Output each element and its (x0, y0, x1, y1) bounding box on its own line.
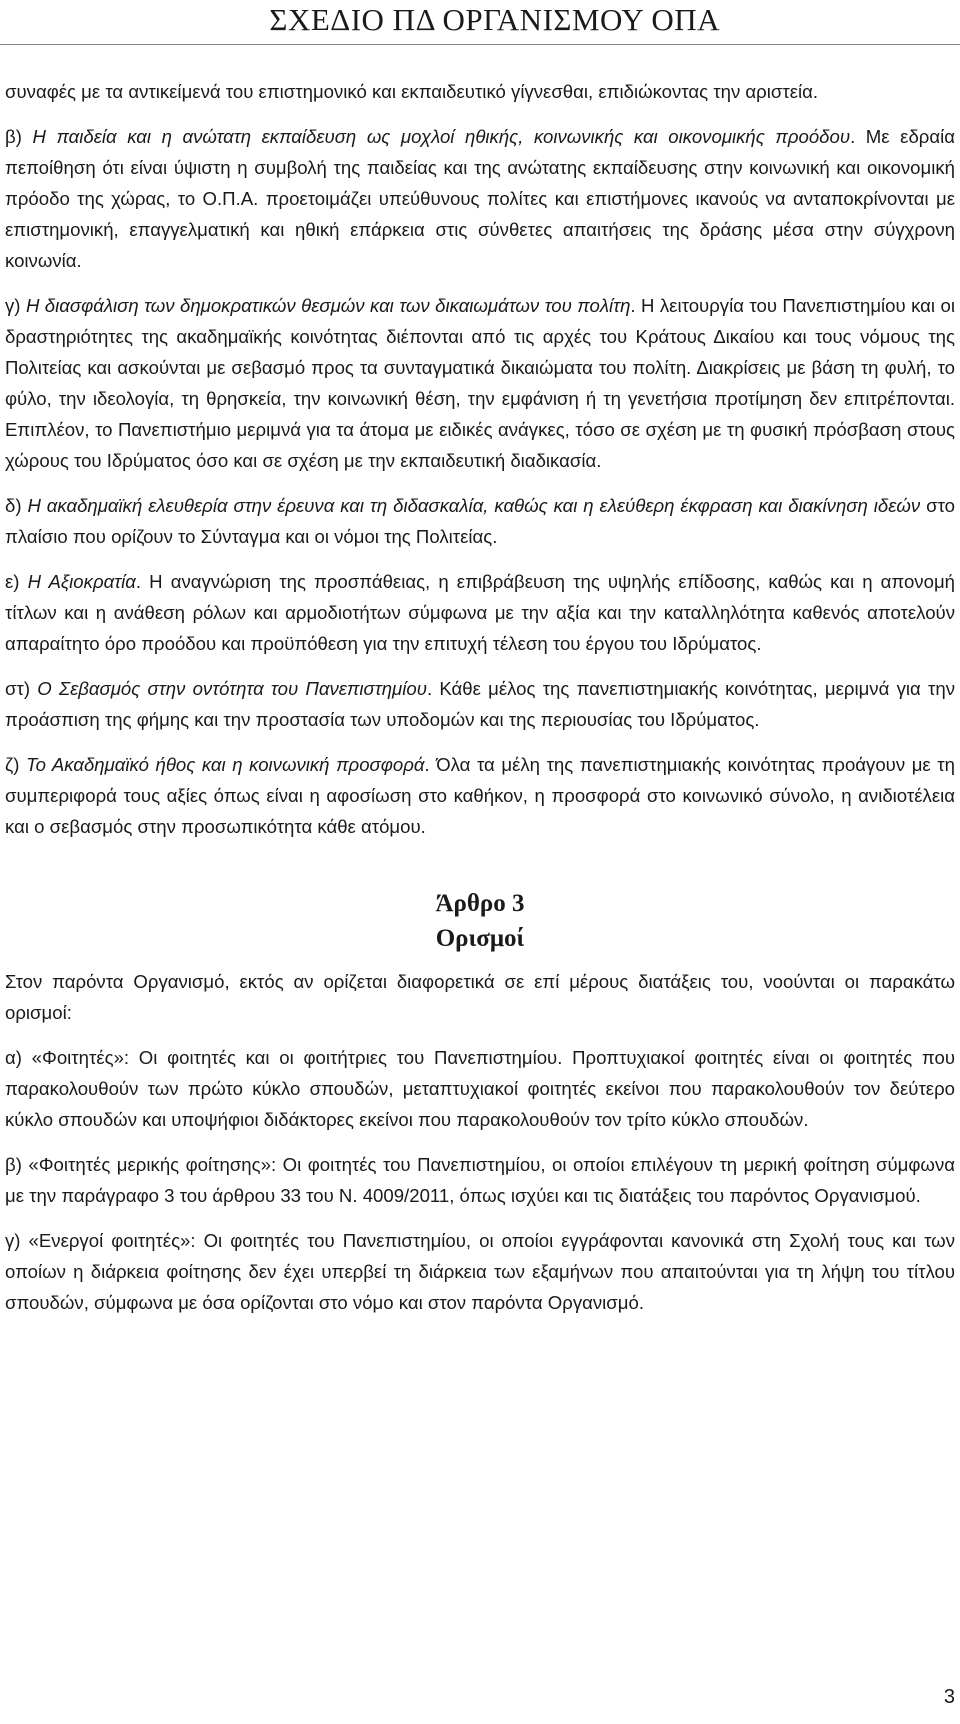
item-title: Η διασφάλιση των δημοκρατικών θεσμών και των δικαιωμάτων του πολίτη (25, 295, 631, 316)
item-title: Η ακαδημαϊκή ελευθερία στην έρευνα και τη διδασκαλία, καθώς και η ελεύθερη έκφραση και διακίνηση ιδεών (27, 495, 921, 516)
document-body (5, 76, 955, 1332)
item-title: Ο Σεβασμός στην οντότητα του Πανεπιστημίου (37, 678, 427, 699)
paragraph-d (5, 490, 955, 552)
item-text: . Η αναγνώριση της προσπάθειας, η επιβράβευση της υψηλής επίδοσης, καθώς και η απονομή τίτλων και η ανάθεση ρόλων και αρμοδιοτήτων σύμφωνα με την αξία και την καταλληλότητα καθενός αποτελούν απαραίτητο όρο προόδου και προϋπόθεση για την επιτυχή τέλεση του έργου του Ιδρύματος. (5, 571, 955, 654)
definition-c: γ) «Ενεργοί φοιτητές»: Οι φοιτητές του Πανεπιστημίου, οι οποίοι εγγράφονται κανονικά στη Σχολή τους και των οποίων η διάρκεια φοίτησης δεν έχει υπερβεί τη διάρκεια των εξαμήνων που απαιτούνται για τη λήψη του τίτλου σπουδών, σύμφωνα με όσα ορίζονται στο νόμο και στον παρόντα Οργανισμό. (5, 1230, 955, 1313)
paragraph-e (5, 566, 955, 659)
definition-a: α) «Φοιτητές»: Οι φοιτητές και οι φοιτήτριες του Πανεπιστημίου. Προπτυχιακοί φοιτητές είναι οι φοιτητές που παρακολουθούν των πρώτο κύκλο σπουδών, μεταπτυχιακοί φοιτητές εκείνοι που παρακολουθούν τον δεύτερο κύκλο σπουδών και υποψήφιοι διδάκτορες εκείνοι που παρακολουθούν τον τρίτο κύκλο σπουδών. (5, 1047, 955, 1130)
item-prefix: β) (5, 126, 33, 147)
page-number: 3 (943, 1686, 955, 1708)
page-header (0, 0, 960, 45)
item-text: . Κάθε μέλος της πανεπιστημιακής κοινότητας, μεριμνά για την προάσπιση της φήμης και την προστασία των υποδομών και της περιουσίας του Ιδρύματος. (5, 678, 955, 730)
article-title: Ορισμοί (435, 925, 525, 952)
paragraph-continuation: συναφές με τα αντικείμενά του επιστημονικό και εκπαιδευτικό γίγνεσθαι, επιδιώκοντας την αριστεία. (5, 81, 819, 102)
item-text: . Με εδραία πεποίθηση ότι είναι ύψιστη η συμβολή της παιδείας και της ανώτατης εκπαίδευσης στην κοινωνική και οικονομική πρόοδο της χώρας, το Ο.Π.Α. προετοιμάζει υπεύθυνους πολίτες και επιστήμονες ικανούς να ανταποκρίνονται με επιστημονική, επαγγελματική και ηθική επάρκεια στις σύνθετες απαιτήσεις της δράσης μέσα στην σύγχρονη κοινωνία. (5, 126, 955, 271)
paragraph-z (5, 749, 955, 842)
item-title: Η Αξιοκρατία (27, 571, 136, 592)
item-title: Η παιδεία και η ανώτατη εκπαίδευση ως μοχλοί ηθικής, κοινωνικής και οικονομικής προόδου (32, 126, 851, 147)
item-title: Το Ακαδημαϊκό ήθος και η κοινωνική προσφορά (25, 754, 425, 775)
item-prefix: στ) (5, 678, 38, 699)
definition-b: β) «Φοιτητές μερικής φοίτησης»: Οι φοιτητές του Πανεπιστημίου, οι οποίοι επιλέγουν τη μερική φοίτηση σύμφωνα με την παράγραφο 3 του άρθρου 33 του Ν. 4009/2011, όπως ισχύει και τις διατάξεις του παρόντος Οργανισμού. (5, 1154, 955, 1206)
document-title: ΣΧΕΔΙΟ ΠΔ ΟΡΓΑΝΙΣΜΟΥ ΟΠΑ (269, 2, 720, 37)
item-text: . Όλα τα μέλη της πανεπιστημιακής κοινότητας προάγουν με τη συμπεριφορά τους αξίες όπως είναι η αφοσίωση στο καθήκον, η προσφορά στο κοινωνικό σύνολο, η ανιδιοτέλεια και ο σεβασμός στην προσωπικότητα κάθε ατόμου. (5, 754, 955, 837)
paragraph-b (5, 121, 955, 276)
article-heading (5, 886, 955, 956)
item-text: . Η λειτουργία του Πανεπιστημίου και οι δραστηριότητες της ακαδημαϊκής κοινότητας διέπονται από τις αρχές του Κράτους Δικαίου και τους νόμους της Πολιτείας και ασκούνται με σεβασμό προς τα συνταγματικά δικαιώματα του πολίτη. Διακρίσεις με βάση τη φυλή, το φύλο, την ιδεολογία, τη θρησκεία, την κοινωνική θέση, την εμφάνιση ή τη γενετήσια προτίμηση δεν επιτρέπονται. Επιπλέον, το Πανεπιστήμιο μεριμνά για τα άτομα με ειδικές ανάγκες, τόσο σε σχέση με τη φυσική πρόσβαση στους χώρους του Ιδρύματος όσο και σε σχέση με την εκπαιδευτική διαδικασία. (5, 295, 955, 471)
item-text: στο πλαίσιο που ορίζουν το Σύνταγμα και οι νόμοι της Πολιτείας. (5, 495, 955, 547)
article-intro: Στον παρόντα Οργανισμό, εκτός αν ορίζεται διαφορετικά σε επί μέρους διατάξεις του, νοούνται οι παρακάτω ορισμοί: (5, 971, 955, 1023)
item-prefix: δ) (5, 495, 28, 516)
paragraph-st (5, 673, 955, 735)
item-prefix: ζ) (5, 754, 26, 775)
article-number: Άρθρο 3 (435, 890, 525, 917)
item-prefix: γ) (5, 295, 26, 316)
paragraph-c (5, 290, 955, 476)
item-prefix: ε) (5, 571, 28, 592)
